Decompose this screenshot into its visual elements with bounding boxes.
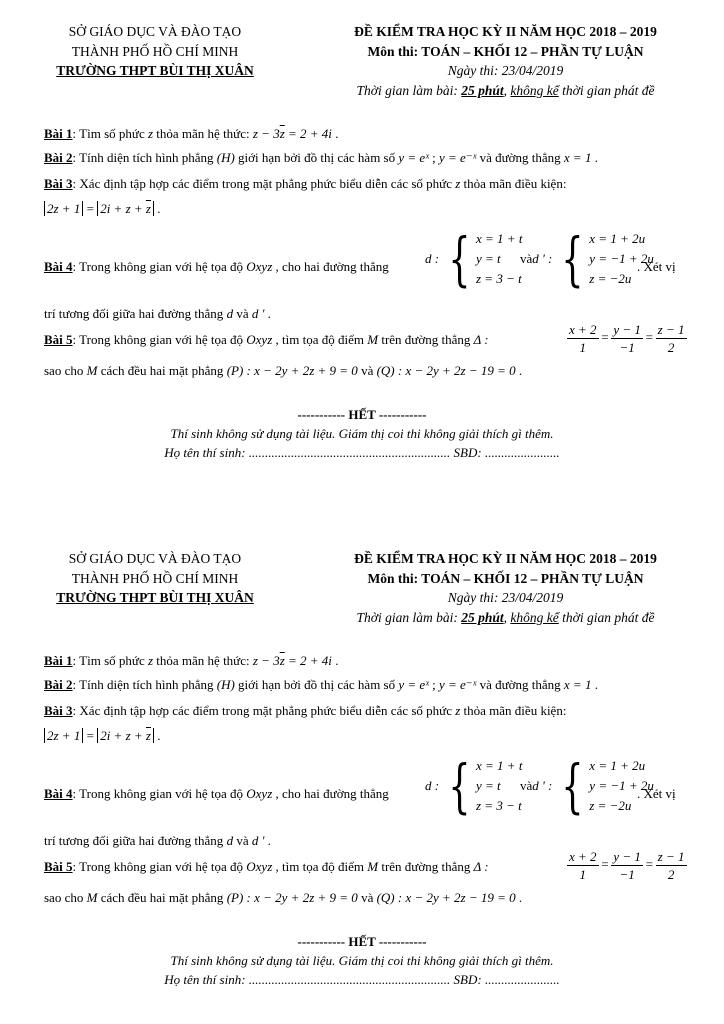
exam-note: Thí sinh không sử dụng tài liệu. Giám thị coi thi không giải thích gì thêm. xyxy=(170,426,554,441)
department-line-2: THÀNH PHỐ HỒ CHÍ MINH xyxy=(71,43,239,59)
line-d-system: d : { x = 1 + t y = t z = 3 − t xyxy=(425,225,523,293)
problem-5-line2: sao cho M cách đều hai mặt phẳng (P) : x − 2y + 2z + 9 = 0 và (Q) : x − 2y + 2z − 19 = 0 . xyxy=(44,890,523,905)
department-line-2: THÀNH PHỐ HỒ CHÍ MINH xyxy=(71,570,239,586)
problem-3-condition: $2z + 1 = 2i + z + \overline{z}$ . xyxy=(44,728,160,744)
department-line-1: SỞ GIÁO DỤC VÀ ĐÀO TẠO xyxy=(68,551,242,566)
candidate-info: Họ tên thí sinh: .............................................................. SBD: ....................... xyxy=(164,972,560,987)
problem-4-line2: trí tương đối giữa hai đường thẳng d và d ' . xyxy=(44,306,271,321)
header-right xyxy=(328,549,683,627)
end-marker: ----------- HẾT ----------- xyxy=(297,934,427,949)
exam-duration: Thời gian làm bài: 25 phút, không kể thời gian phát đề xyxy=(356,82,655,98)
school-name: TRƯỜNG THPT BÙI THỊ XUÂN xyxy=(56,63,254,78)
problem-4: Bài 4: Trong không gian với hệ tọa độ Oxyz , cho hai đường thẳng xyxy=(44,259,389,274)
exam-date: Ngày thi: 23/04/2019 xyxy=(447,63,564,78)
exam-subject: Môn thi: TOÁN – KHỐI 12 – PHẦN TỰ LUẬN xyxy=(367,570,644,586)
exam-note: Thí sinh không sử dụng tài liệu. Giám thị coi thi không giải thích gì thêm. xyxy=(170,953,554,968)
exam-subject: Môn thi: TOÁN – KHỐI 12 – PHẦN TỰ LUẬN xyxy=(367,43,644,59)
problem-2: Bài 2: Tính diện tích hình phẳng (H) giới hạn bởi đồ thị các hàm số y = eˣ ; y = e⁻ˣ và đường thẳng x = 1 . xyxy=(44,677,598,692)
problem-4-line2: trí tương đối giữa hai đường thẳng d và d ' . xyxy=(44,833,271,848)
line-d-system: d : { x = 1 + t y = t z = 3 − t xyxy=(425,752,523,820)
candidate-info: Họ tên thí sinh: .............................................................. SBD: ....................... xyxy=(164,445,560,460)
delta-equation: $\frac{x + 2}{1}$ = $\frac{y - 1}{-1}$ = $\frac{z - 1}{2}$ xyxy=(569,849,685,882)
problem-5-line2: sao cho M cách đều hai mặt phẳng (P) : x − 2y + 2z + 9 = 0 và (Q) : x − 2y + 2z − 19 = 0 . xyxy=(44,363,523,378)
footer xyxy=(0,934,724,988)
problem-2: Bài 2: Tính diện tích hình phẳng (H) giới hạn bởi đồ thị các hàm số y = eˣ ; y = e⁻ˣ và đường thẳng x = 1 . xyxy=(44,150,598,165)
problem-4-cont: . Xét vị xyxy=(637,786,676,801)
department-line-1: SỞ GIÁO DỤC VÀ ĐÀO TẠO xyxy=(68,24,242,39)
exam-title: ĐỀ KIỂM TRA HỌC KỲ II NĂM HỌC 2018 – 2019 xyxy=(354,551,657,566)
problem-3: Bài 3: Xác định tập hợp các điểm trong mặt phẳng phức biểu diễn các số phức z thỏa mãn điều kiện: xyxy=(44,176,567,191)
problem-1: Bài 1: Tìm số phức z thỏa mãn hệ thức: $z - 3\overline{z} = 2 + 4i$ . xyxy=(44,653,339,668)
problem-3-condition: $2z + 1 = 2i + z + \overline{z}$ . xyxy=(44,201,160,217)
exam-duration: Thời gian làm bài: 25 phút, không kể thời gian phát đề xyxy=(356,609,655,625)
problem-1: Bài 1: Tìm số phức z thỏa mãn hệ thức: $z - 3\overline{z} = 2 + 4i$ . xyxy=(44,126,339,141)
problem-4-cont: . Xét vị xyxy=(637,259,676,274)
delta-equation: $\frac{x + 2}{1}$ = $\frac{y - 1}{-1}$ = $\frac{z - 1}{2}$ xyxy=(569,322,685,355)
header-left xyxy=(40,22,270,81)
header-right xyxy=(328,22,683,100)
line-d2-system: và d ' : { x = 1 + 2u y = −1 + 2u z = −2u xyxy=(520,752,654,820)
header-left xyxy=(40,549,270,608)
problem-5: Bài 5: Trong không gian với hệ tọa độ Oxyz , tìm tọa độ điểm M trên đường thẳng Δ : xyxy=(44,332,489,347)
exam-title: ĐỀ KIỂM TRA HỌC KỲ II NĂM HỌC 2018 – 2019 xyxy=(354,24,657,39)
school-name: TRƯỜNG THPT BÙI THỊ XUÂN xyxy=(56,590,254,605)
footer xyxy=(0,407,724,461)
problem-5: Bài 5: Trong không gian với hệ tọa độ Oxyz , tìm tọa độ điểm M trên đường thẳng Δ : xyxy=(44,859,489,874)
end-marker: ----------- HẾT ----------- xyxy=(297,407,427,422)
problem-3: Bài 3: Xác định tập hợp các điểm trong mặt phẳng phức biểu diễn các số phức z thỏa mãn điều kiện: xyxy=(44,703,567,718)
problem-4: Bài 4: Trong không gian với hệ tọa độ Oxyz , cho hai đường thẳng xyxy=(44,786,389,801)
line-d2-system: và d ' : { x = 1 + 2u y = −1 + 2u z = −2u xyxy=(520,225,654,293)
exam-date: Ngày thi: 23/04/2019 xyxy=(447,590,564,605)
